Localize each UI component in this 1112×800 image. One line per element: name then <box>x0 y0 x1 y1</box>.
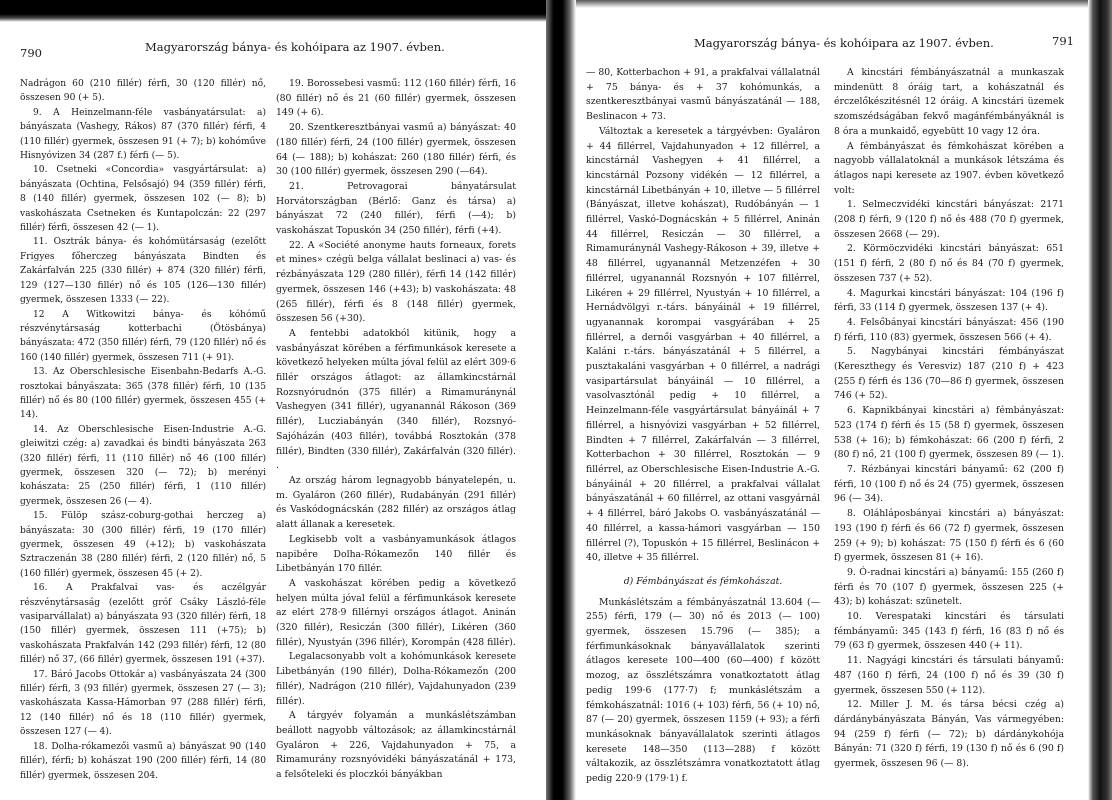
paragraph: — 80, Kotterbachon + 91, a prakfalvai vállalatnál + 75 bánya- és + 37 kohómunkás, a szentkeresztbányai vasmű bányászatánál — 188, Beslinacon + 73. <box>586 67 820 123</box>
paragraph: 11. Nagyági kincstári és társulati bányamű: 487 (160 f) férfi, 24 (100 f) nő és 39 (30 f) gyermek, összesen 550 (+ 112). <box>834 655 1064 696</box>
paragraph: 14. Az Oberschlesische Eisen-Industrie A.-G. gleiwitzi czég: a) zavadkai és bindti bányászata 263 (320 fillér) férfi, 11 (110 fillér) nő 46 (100 fillér) gyermek, összesen 320 (— 72); b) merényi kohászata: 25 (250 fillér) férfi, 1 (110 fillér) gyermek, összesen 26 (— 4). <box>20 424 266 507</box>
paragraph: 9. Ó-radnai kincstári a) bányamű: 155 (260 f) férfi és 70 (107 f) gyermek, összesen 225 (+ 43); b) kohászat: szünetelt. <box>834 566 1064 608</box>
paragraph: 9. A Heinzelmann-féle vasbányatársulat: a) bányászata (Vashegy, Rákos) 87 (370 fillér) férfi, 4 (110 fillér) gyermek, összesen 91 (+ 7); b) kohóműve Hisnyóvizen 34 (287 f.) férfi (— 5). <box>20 107 266 162</box>
paragraph: 19. Borossebesi vasmű: 112 (160 fillér) férfi, 16 (80 fillér) nő és 21 (60 fillér) gyermek, összesen 149 (+ 6). <box>276 78 516 119</box>
paragraph: A vaskohászat körében pedig a következő helyen múlta jóval felül a férfimunkások keresete az elért 278·9 fillérnyi országos átlagot. Aninán (320 fillér), Resiczán (300 fillér), Likéren (360 fillér), Nyustyán (396 fillér), Korompán (428 fillér). <box>276 577 516 648</box>
paragraph: 20. Szentkeresztbányai vasmű a) bányászat: 40 (180 fillér) férfi, 24 (100 fillér) gyermek, összesen 64 (— 188); b) kohászat: 260 (180 fillér) férfi, és 30 (100 fillér) gyermek, összesen 290 (—64). <box>276 122 516 178</box>
section-heading: d) Fémbányászat és fémkohászat. <box>623 575 783 587</box>
left-column-2 <box>276 77 516 783</box>
page-number-right: 791 <box>1052 34 1074 48</box>
page-number-left: 790 <box>20 46 42 60</box>
running-header-left: Magyarország bánya- és kohóipara az 1907. évben. <box>145 40 445 54</box>
paragraph: 4. Magurkai kincstári bányászat: 104 (196 f) férfi, 33 (114 f) gyermek, összesen 137 (+ 4). <box>834 287 1064 314</box>
paragraph: 10. Csetneki «Concordia» vasgyártársulat: a) bányászata (Ochtina, Felsősajó) 94 (359 fillér) férfi, 8 (140 fillér) gyermek, összesen 102 (— 8); b) vaskohászata Csetneken és Kuntapolczán: 22 (297 fillér) férfi, összesen 42 (— 1). <box>20 165 266 234</box>
paragraph: Legalacsonyabb volt a kohómunkások keresete Libetbányán (190 fillér), Dolha-Rókamezőn (200 fillér), Nadrágon (210 fillér), Vajdahunyadon (239 fillér). <box>276 651 516 707</box>
paragraph: 8. Oláhláposbányai kincstári a) bányászat: 193 (190 f) férfi és 66 (72 f) gyermek, összesen 259 (+ 9); b) kohászat: 75 (150 f) férfi és 6 (60 f) gyermek, összesen 81 (+ 16). <box>834 508 1064 564</box>
book-edge-shadow <box>1088 0 1112 800</box>
right-column-2 <box>834 66 1064 772</box>
paragraph: 22. A «Société anonyme hauts forneaux, forets et mines» czégü belga vállalat beslinaci a) vas- és rézbányászata 129 (280 fillér), férfi 14 (142 fillér) gyermek, összesen 146 (+43); b) vaskohászata: 48 (265 fillér), férfi és 8 (148 fillér) gyermek, összesen 56 (+30). <box>276 239 516 325</box>
paragraph: A tárgyév folyamán a munkáslétszámban beállott nagyobb változások; az államkincstárnál Gyaláron + 226, Vajdahunyadon + 75, a Rimamurány rozsnyóvidéki bányászatánál + 173, a felsőteleki és ploczkói bányákban <box>276 710 516 781</box>
paragraph: A fémbányászat és fémkohászat körében a nagyobb vállalatoknál a munkások létszáma és átlagos napi keresete az 1907. évben következő volt: <box>834 140 1064 196</box>
paragraph: 17. Báró Jacobs Ottokár a) vasbányászata 24 (300 fillér) férfi, 3 (93 fillér) gyermek, összesen 27 (— 3); vaskohászata Kassa-Hámorban 97 (288 fillér) férfi, 12 (140 fillér) nő és 18 (110 fillér) gyermek, összesen 127 (— 4). <box>20 669 266 738</box>
paragraph: Nadrágon 60 (210 fillér) férfi, 30 (120 fillér) nő, összesen 90 (+ 5). <box>20 79 266 104</box>
paragraph: A kincstári fémbányászatnál a munkaszak mindenütt 8 óráig tart, a kohászatnál és érczelőkészitésnél 12 óráig. A kincstári üzemek szomszédságában fekvő magánfémbányáknál is 8 óra a munkaidő, egyebütt 10 vagy 12 óra. <box>834 67 1064 137</box>
paragraph: 12. Miller J. M. és társa bécsi czég a) dárdánybányászata Bányán, Vas vármegyében: 94 (259 f) férfi (— 72); b) dárdánykohója Bányán: 71 (320 f) férfi, 19 (130 f) nő és 6 (90 f) gyermek, összesen 96 (— 8). <box>834 699 1064 770</box>
paragraph: 15. Fülöp szász-coburg-gothai herczeg a) bányászata: 30 (300 fillér) férfi, 19 (170 fillér) gyermek, összesen 49 (+12); b) vaskohászata Sztraczenán 38 (280 fillér) férfi, 2 (120 fillér) nő, 5 (160 fillér) gyermek, összesen 45 (+ 2). <box>20 511 266 579</box>
paragraph: 11. Osztrák bánya- és kohómütársaság (ezelőtt Frigyes főherczeg bányászata Bindten és Zakárfalván 225 (330 fillér) + 874 (320 fillér) férfi, 129 (127—130 fillér) nő és 105 (126—130 fillér) gyermek, összesen 1333 (— 22). <box>20 237 266 306</box>
paragraph: 1. Selmeczvidéki kincstári bányászat: 2171 (208 f) férfi, 9 (120 f) nő és 488 (70 f) gyermek, összesen 2668 (— 29). <box>834 199 1064 240</box>
book-gutter-shadow <box>546 0 576 800</box>
paragraph: Változtak a keresetek a tárgyévben: Gyaláron + 44 fillérrel, Vajdahunyadon + 12 fillérrel, a kincstárnál Vashegyen + 41 fillérrel, a kincstárnál Pozsony vidékén — 12 fillérrel, a kincstárnál Libetbányán + 10, illetve — 5 fillérrel (Bányászat, illetve kohászat), Rudóbányán — 1 fillérrel, Vaskó-Dognácskán + 5 fillérrel, Aninán 44 fillérrel, Resiczán — 30 fillérrel, a Rimamuránynál Vashegy-Rákoson + 39, illetve + 48 fillérrel, ugyanannál Metzenzéfen + 30 fillérrel, ugyanannál Rozsnyón + 107 fillérrel, Likéren + 29 fillérrel, Nyustyán + 10 fillérrel, a Hernádvölgyi r.-társ. bányáinál + 19 fillérrel, ugyanannak korompai vasgyárában + 25 fillérrel, a dernői vasgyárban + 40 fillérrel, a Kaláni r.-társ. bányászatánál + 5 fillérrel, a pusztakaláni vasgyárban + 0 fillérrel, a nadrági vasipartársulat bányáinál — 10 fillérrel, a vasolvasztónál pedig + 10 fillérrel, a Heinzelmann-féle vasgyártársulat bányáinál + 7 fillérrel, a hisnyóvizi vasgyárban + 52 fillérrel, Bindten + 7 fillérrel, Zakárfalván — 3 fillérrel, Kotterbachon + 30 fillérrel, Rosztokán — 9 fillérrel, az Oberschlesische Eisen-Industrie A.-G. bányáinál + 20 fillérrel, a prakfalvai vállalat bányászatánál + 60 fillérrel, az ottani vasgyárnál + 4 fillérrel, báró Jakobs O. vasbányászatánál — 40 fillérrel, a kassa-hámori vasgyárban — 150 fillérrel (?), Topuskón + 15 fillérrel, Beslinácon + 40, illetve + 35 fillérrel. <box>586 125 820 564</box>
paragraph: 18. Dolha-rókamezői vasmű a) bányászat 90 (140 fillér), férfi; b) kohászat 190 (200 fillér) férfi, 14 (80 fillér) gyermek, összesen 204. <box>20 741 266 781</box>
paragraph: 13. Az Oberschlesische Eisenbahn-Bedarfs A.-G. rosztokai bányászata: 365 (378 fillér) férfi, 10 (135 fillér) nő és 80 (100 fillér) gyermek, összesen 455 (+ 14). <box>20 367 266 421</box>
paragraph: 12 A Witkowitzi bánya- és kóhómű részvénytársaság kotterbachi (Ötösbánya) bányászata: 472 (350 fillér) férfi, 79 (120 fillér) nő és 160 (140 fillér) gyermek, összesen 711 (+ 91). <box>20 309 266 363</box>
paragraph: 4. Felsőbányai kincstári bányászat: 456 (190 f) férfi, 110 (83) gyermek, összesen 566 (+ 4). <box>834 316 1064 343</box>
paragraph: 7. Rézbányai kincstári bányamű: 62 (200 f) férfi, 10 (100 f) nő és 24 (75) gyermek, összesen 96 (— 34). <box>834 463 1064 505</box>
paragraph: 16. A Prakfalvai vas- és aczélgyár részvénytársaság (ezelőtt gróf Csáky László-féle vasiparvállalat) a) bányászata 93 (320 fillér) férfi, 18 (150 fillér) gyermek, összesen 111 (+75); b) vaskohászata Prakfalván 142 (293 fillér) férfi, 12 (80 fillér) nő 37, (66 fillér) gyermek, összesen 191 (+37). <box>20 583 266 666</box>
paragraph: Munkáslétszám a fémbányászatnál 13.604 (— 255) férfi, 179 (— 30) nő és 2013 (— 100) gyermek, összesen 15.796 (— 385); a férfimunkásoknak bányavállalatok szerinti átlagos keresete 100—400 (60—400) f között mozog, az összlétszámra vonatkoztatott átlag pedig 199·6 (177·7) f; munkáslétszám a fémkohászatnál: 1016 (+ 103) férfi, 56 (+ 10) nő, 87 (— 20) gyermek, összesen 1159 (+ 93); a férfi munkásoknak bányavállalatok szerinti átlagos keresete 148—350 (113—288) f között váltakozik, az összlétszámra vonatkoztatott átlag pedig 220·9 (179·1) f. <box>586 596 820 785</box>
paragraph: A fentebbi adatokból kitünik, hogy a vasbányászat körében a férfimunkások keresete a következő helyeken múlta jóval felül az elért 309·6 fillér országos átlagot: az államkincstárnál Rozsnyórudnón (375 fillér) a Rimamuránynál Vashegyen (341 fillér), ugyanannál Rákoson (369 fillér), Lucziabányán (340 fillér), Rozsnyó-Sajóházán (403 fillér), továbbá Rosztokán (378 fillér), Bindten (330 fillér), Zakárfalván (320 fillér). . <box>276 327 516 472</box>
running-header-right: Magyarország bánya- és kohóipara az 1907. évben. <box>694 36 994 50</box>
paragraph: 21. Petrovagorai bányatársulat Horvátországban (Bérlő: Ganz és társa) a) bányászat 72 (240 fillér), férfi (—4); b) vaskohászat Topuskón 34 (250 fillér), férfi (+4). <box>276 180 516 237</box>
paragraph: 10. Verespataki kincstári és társulati fémbányamű: 345 (143 f) férfi, 16 (83 f) nő és 79 (63 f) gyermek, összesen 440 (+ 11). <box>834 611 1064 652</box>
paragraph: 6. Kapnikbányai kincstári a) fémbányászat: 523 (174 f) férfi és 15 (58 f) gyermek, összesen 538 (+ 16); b) fémkohászat: 66 (200 f) férfi, 2 (80 f) nő, 21 (100 f) gyermek, összesen 89 (— 1). <box>834 405 1064 461</box>
right-column-1 <box>586 66 820 787</box>
right-page <box>576 0 1088 800</box>
left-column-1 <box>20 77 266 783</box>
paragraph: Az ország három legnagyobb bányatelepén, u. m. Gyaláron (260 fillér), Rudabányán (291 fillér) és Vaskódognácskán (282 fillér) az országos átlag alatt állanak a keresetek. <box>276 474 516 531</box>
paragraph: 5. Nagybányai kincstári fémbányászat (Kereszthegy és Veresviz) 187 (210 f) + 423 (255 f) férfi és 136 (70—86 f) gyermek, összesen 746 (+ 52). <box>834 346 1064 402</box>
left-page <box>0 0 546 800</box>
paragraph: Legkisebb volt a vasbányamunkások átlagos napibére Dolha-Rókamezőn 140 fillér és Libetbányán 170 fillér. <box>276 533 516 575</box>
paragraph: 2. Körmöczvidéki kincstári bányászat: 651 (151 f) férfi, 2 (80 f) nő és 84 (70 f) gyermek, összesen 737 (+ 52). <box>834 243 1064 284</box>
